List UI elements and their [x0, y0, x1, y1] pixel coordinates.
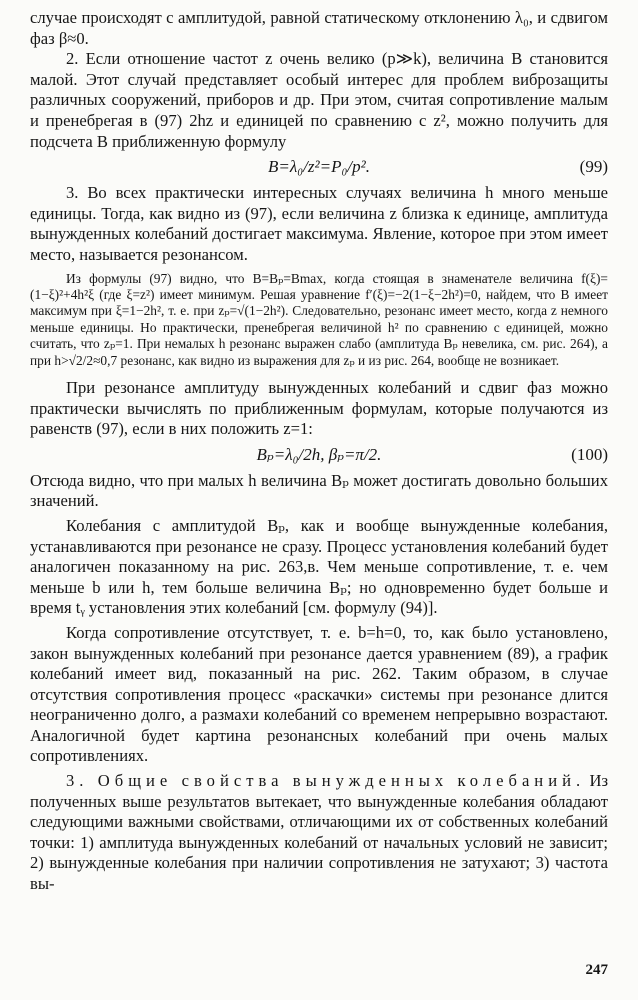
- equation-number-99: (99): [579, 157, 608, 177]
- paragraph-case-3: 3. Во всех практически интересных случаях величина h много меньше единицы. Тогда, как видно из (97), если величина z близка к единице, амплитуда вынужденных колебаний достигает максимума. Явление, которое при этом имеет место, называется резонансом.: [30, 183, 608, 264]
- paragraph-no-resistance: Когда сопротивление отсутствует, т. е. b=h=0, то, как было установлено, закон вынужденных колебаний при резонансе дается уравнением (89), а график колебаний имеет вид, показанный на рис. 262. Таким образом, в случае отсутствия сопротивления процесс «раскачки» системы при резонансе длится неограниченно долго, а размахи колебаний со временем непрерывно возрастают. Аналогичной будет картина резонансных колебаний при очень малых сопротивлениях.: [30, 622, 608, 766]
- paragraph-general-properties: [30, 771, 608, 895]
- small-print-note: Из формулы (97) видно, что B=Bₚ=Bmax, когда стоящая в знаменателе величина f(ξ)=(1−ξ)²+4h²ξ (где ξ=z²) имеет минимум. Решая уравнение f′(ξ)=−2(1−ξ−2h²)=0, найдем, что B имеет максимум при ξ=1−2h², т. е. при zₚ=√(1−2h²). Следовательно, резонанс имеет место, когда z немного меньше единицы. Но практически, пренебрегая величиной h² по сравнению с единицей, можно считать, что zₚ=1. При немалых h резонанс выражен слабо (амплитуда Bₚ невелика, см. рис. 264), а при h>√2/2≈0,7 резонанс, как видно из выражения для zₚ и из рис. 264, вообще не возникает.: [30, 270, 608, 368]
- formula-100: [30, 442, 608, 468]
- section-body: Из полученных выше результатов вытекает, что вынужденные колебания обладают следующими важными свойствами, отличающими их от собственных колебаний точки: 1) амплитуда вынужденных колебаний от начальных условий не зависит; 2) вынужденные колебания при наличии сопротивления не затухают; 3) частота вы-: [30, 771, 609, 894]
- paragraph-establishment: Колебания с амплитудой Bₚ, как и вообще вынужденные колебания, устанавливаются при резонансе не сразу. Процесс установления колебаний будет аналогичен показанному на рис. 263,в. Чем меньше сопротивление, т. е. чем меньше b или h, тем больше величина Bₚ; но одновременно будет больше и время tᵧ установления этих колебаний [см. формулу (94)].: [30, 515, 608, 618]
- formula-100-expression: Bₚ=λ₀/2h, βₚ=π/2.: [256, 444, 382, 464]
- page-number: 247: [585, 962, 608, 978]
- equation-number-100: (100): [571, 444, 608, 464]
- section-heading: 3. Общие свойства вынужденных колебаний.: [66, 771, 586, 791]
- paragraph-case-2: 2. Если отношение частот z очень велико (p≫k), величина B становится малой. Этот случай представляет особый интерес для проблем виброзащиты различных сооружений, приборов и др. При этом, считая сопротивление малым и пренебрегая в (97) 2hz и единицей по сравнению с z², можно получить для подсчета B приближенную формулу: [30, 49, 608, 151]
- paragraph-continuation: случае происходят с амплитудой, равной статическому отклонению λ₀, и сдвигом фаз β≈0.: [30, 8, 608, 48]
- formula-99: [30, 154, 608, 180]
- formula-99-expression: B=λ₀/z²=P₀/p².: [268, 157, 370, 177]
- paragraph-resonance: При резонансе амплитуду вынужденных колебаний и сдвиг фаз можно практически вычислять по приближенным формулам, которые получаются из равенств (97), если в них положить z=1:: [30, 377, 608, 439]
- paragraph-consequence: Отсюда видно, что при малых h величина Bₚ может достигать довольно больших значений.: [30, 470, 608, 511]
